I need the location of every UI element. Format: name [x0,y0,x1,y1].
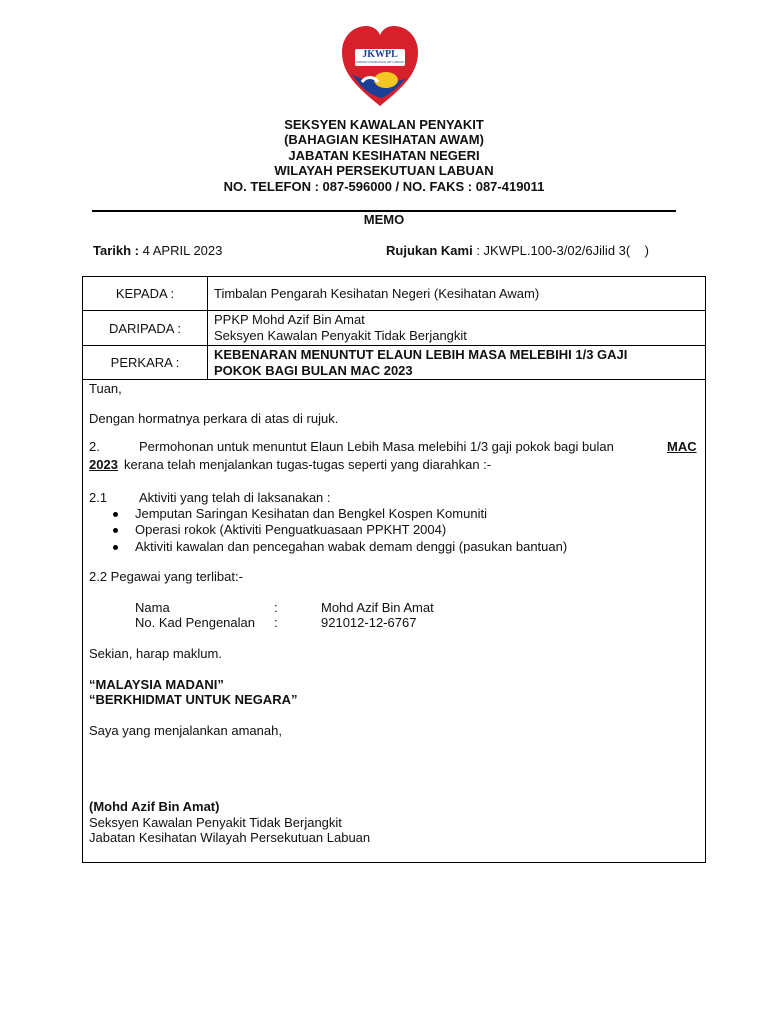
section-2-1-title: Aktiviti yang telah di laksanakan : [139,490,331,505]
to-row [83,277,706,311]
letterhead-line-2: (BAHAGIAN KESIHATAN AWAM) [284,132,484,147]
to-value: Timbalan Pengarah Kesihatan Negeri (Kesihatan Awam) [208,277,706,311]
reference-value: : JKWPL.100-3/02/6Jilid 3( ) [476,243,649,258]
from-row [83,311,706,346]
letterhead-line-4: WILAYAH PERSEKUTUAN LABUAN [274,163,494,178]
slogan-berkhidmat: “BERKHIDMAT UNTUK NEGARA” [89,692,298,707]
officer-ic-value: 921012-12-6767 [321,615,417,630]
officer-ic-label: No. Kad Pengenalan [135,615,255,630]
subject-row [83,346,706,380]
section-2-1-number: 2.1 [89,490,108,505]
slogan-malaysia-madani: “MALAYSIA MADANI” [89,677,224,692]
reference-line [386,243,649,258]
officer-name-label: Nama [135,600,170,615]
to-label: KEPADA : [83,277,208,311]
memo-title: MEMO [363,212,405,227]
subject-line-1: KEBENARAN MENUNTUT ELAUN LEBIH MASA MELEBIHI 1/3 GAJI [214,346,628,362]
date-line [93,243,222,258]
jkwpl-logo [338,22,422,110]
logo-subtext: JABATAN KESIHATAN WP LABUAN [355,60,405,64]
paragraph-2-rest: kerana telah menjalankan tugas-tugas seperti yang diarahkan :- [124,457,492,472]
bullet-icon [113,545,118,550]
date-label: Tarikh : [93,243,139,258]
officer-name-separator: : [274,600,278,615]
signatory-department: Jabatan Kesihatan Wilayah Persekutuan Labuan [89,830,371,845]
paragraph-2-text: Permohonan untuk menuntut Elaun Lebih Masa melebihi 1/3 gaji pokok bagi bulan [139,439,614,454]
paragraph-2-month: MAC [667,439,697,454]
date-value: 4 APRIL 2023 [142,243,223,258]
signatory-unit: Seksyen Kawalan Penyakit Tidak Berjangkit [89,815,342,830]
from-value [208,311,706,346]
closing-line: Sekian, harap maklum. [89,646,222,661]
from-unit: Seksyen Kawalan Penyakit Tidak Berjangkit [214,328,467,343]
paragraph-2-year: 2023 [89,457,118,472]
activity-item: Operasi rokok (Aktiviti Penguatkuasaan PPKHT 2004) [135,522,447,537]
memo-header-table [82,276,706,380]
letterhead-contact: NO. TELEFON : 087-596000 / NO. FAKS : 087-419011 [223,179,545,194]
subject-label: PERKARA : [83,346,208,380]
letterhead-line-3: JABATAN KESIHATAN NEGERI [288,148,480,163]
officer-name-value: Mohd Azif Bin Amat [321,600,434,615]
from-label: DARIPADA : [83,311,208,346]
subject-line-2: POKOK BAGI BULAN MAC 2023 [214,362,413,378]
activity-item: Aktiviti kawalan dan pencegahan wabak demam denggi (pasukan bantuan) [135,539,568,554]
activity-item: Jemputan Saringan Kesihatan dan Bengkel Kospen Komuniti [135,506,487,521]
section-2-2-title: 2.2 Pegawai yang terlibat:- [89,569,243,584]
salutation: Tuan, [89,381,122,396]
paragraph-2-number: 2. [89,439,100,454]
letterhead-line-1: SEKSYEN KAWALAN PENYAKIT [284,117,484,132]
bullet-icon [113,512,118,517]
bullet-icon [113,528,118,533]
officer-ic-separator: : [274,615,278,630]
reference-label: Rujukan Kami [386,243,473,258]
logo-wordmark: JKWPL [362,49,398,60]
opening-sentence: Dengan hormatnya perkara di atas di rujuk. [89,411,339,426]
subject-value [208,346,706,380]
signatory-name: (Mohd Azif Bin Amat) [89,799,220,814]
sign-off: Saya yang menjalankan amanah, [89,723,282,738]
from-name: PPKP Mohd Azif Bin Amat [214,312,365,327]
